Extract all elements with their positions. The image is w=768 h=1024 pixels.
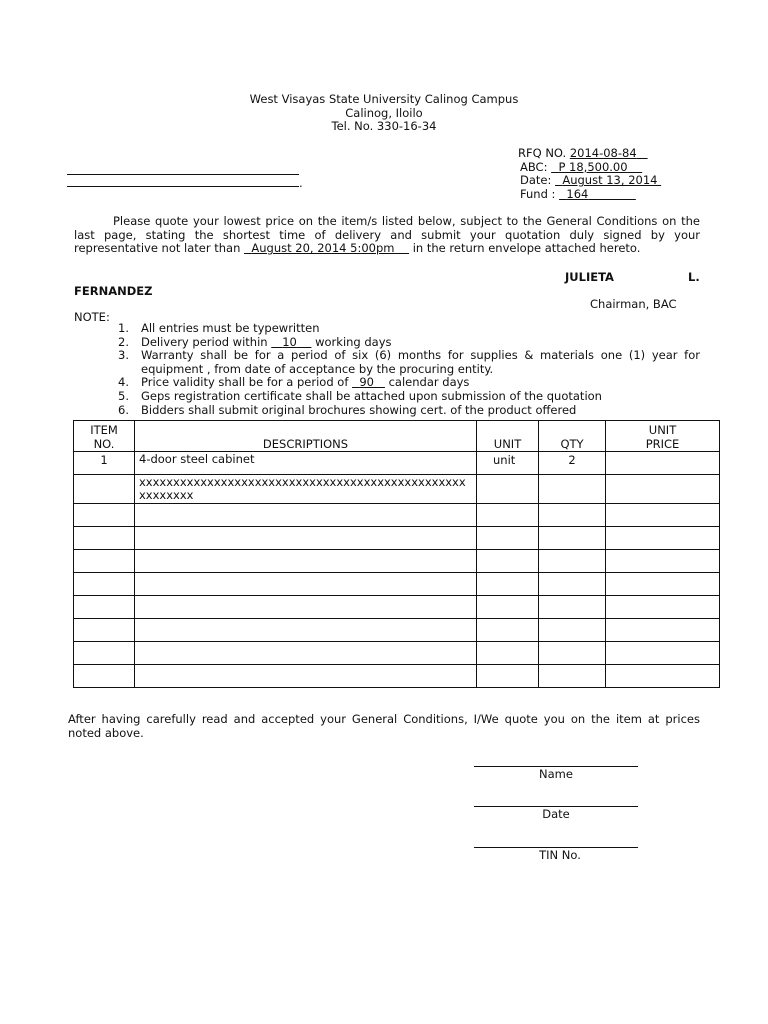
qty-cell — [539, 550, 606, 573]
note-item — [118, 404, 700, 418]
acceptance-statement: After having carefully read and accepted your General Conditions, I/We quote you on the item at prices noted above. — [68, 712, 700, 740]
campus-address: Calinog, Iloilo — [345, 105, 423, 120]
unit-price-cell — [606, 527, 720, 550]
unit-price-cell — [606, 573, 720, 596]
description-cell — [135, 642, 477, 665]
supplier-address-line — [67, 186, 299, 187]
telephone-number: Tel. No. 330-16-34 — [331, 119, 437, 134]
item-no-cell — [74, 550, 135, 573]
note-number: 6. — [118, 402, 129, 417]
unit-cell — [477, 619, 539, 642]
fund-row — [518, 188, 661, 202]
note-item — [118, 322, 700, 336]
unit-cell — [477, 504, 539, 527]
unit-cell — [477, 596, 539, 619]
note-item — [118, 336, 700, 350]
intro-paragraph — [74, 215, 700, 256]
qty-cell: 2 — [539, 452, 606, 475]
unit-price-cell — [606, 642, 720, 665]
table-row — [74, 475, 720, 504]
unit-price-cell — [606, 665, 720, 688]
qty-cell — [539, 619, 606, 642]
table-row — [74, 527, 720, 550]
table-row — [74, 452, 720, 475]
abc-value: P 18,500.00 — [558, 159, 628, 174]
note-text: Price validity shall be for a period of 90 calendar days — [141, 375, 470, 390]
note-label: NOTE: — [74, 310, 110, 324]
tin-signature-block — [474, 847, 671, 862]
table-row — [74, 573, 720, 596]
date-row — [518, 174, 661, 188]
description-cell — [135, 596, 477, 619]
delivery-days-value: 10 — [282, 334, 297, 349]
rfq-block — [518, 147, 661, 201]
rfq-number-label: RFQ NO. — [518, 146, 567, 160]
qty-cell — [539, 642, 606, 665]
header-unit: UNIT — [477, 421, 539, 452]
letterhead — [0, 93, 768, 134]
note-list — [118, 322, 700, 417]
note-text: Delivery period within 10 working days — [141, 334, 392, 349]
supplier-name-line — [67, 174, 299, 175]
description-cell — [135, 527, 477, 550]
table-row — [74, 642, 720, 665]
header-descriptions: DESCRIPTIONS — [135, 421, 477, 452]
note-item — [118, 390, 700, 404]
unit-cell — [477, 573, 539, 596]
description-cell — [135, 573, 477, 596]
unit-cell — [477, 550, 539, 573]
date-field-label: Date — [542, 807, 570, 821]
table-row — [74, 619, 720, 642]
abc-row — [518, 161, 661, 175]
note-item — [118, 349, 700, 376]
item-no-cell — [74, 619, 135, 642]
unit-price-cell — [606, 475, 720, 504]
university-name: West Visayas State University Calinog Campus — [249, 92, 519, 106]
description-cell: xxxxxxxxxxxxxxxxxxxxxxxxxxxxxxxxxxxxxxxxxxxxxxxx xxxxxxxx — [135, 475, 477, 504]
chairman-last-name: FERNANDEZ — [74, 284, 153, 298]
unit-price-cell — [606, 596, 720, 619]
description-cell — [135, 504, 477, 527]
item-no-cell — [74, 504, 135, 527]
item-no-cell — [74, 475, 135, 504]
note-number: 4. — [118, 375, 129, 390]
unit-cell — [477, 527, 539, 550]
name-label: Name — [539, 767, 573, 781]
fund-value: 164 — [566, 186, 589, 201]
header-unit-price: UNIT PRICE — [606, 421, 720, 452]
unit-cell — [477, 642, 539, 665]
note-text: Bidders shall submit original brochures showing cert. of the product offered — [141, 402, 577, 417]
note-item — [118, 376, 700, 390]
qty-cell — [539, 527, 606, 550]
qty-cell — [539, 596, 606, 619]
deadline-value: August 20, 2014 5:00pm — [251, 241, 395, 256]
note-text: All entries must be typewritten — [141, 321, 320, 335]
table-row — [74, 665, 720, 688]
note-number: 1. — [118, 321, 129, 335]
table-row — [74, 596, 720, 619]
address-period: . — [299, 176, 303, 190]
table-row — [74, 550, 720, 573]
description-cell: 4-door steel cabinet — [135, 452, 477, 475]
item-no-cell — [74, 596, 135, 619]
qty-cell — [539, 573, 606, 596]
item-no-cell — [74, 642, 135, 665]
table-row — [74, 504, 720, 527]
price-validity-value: 90 — [359, 375, 374, 390]
header-qty: QTY — [539, 421, 606, 452]
description-cell — [135, 665, 477, 688]
unit-price-cell — [606, 504, 720, 527]
note-number: 2. — [118, 334, 129, 349]
tin-label: TIN No. — [539, 848, 581, 862]
date-value: August 13, 2014 — [562, 173, 658, 188]
chairman-middle-initial: L. — [688, 270, 700, 284]
item-no-cell — [74, 665, 135, 688]
unit-cell — [477, 475, 539, 504]
item-no-cell — [74, 527, 135, 550]
unit-price-cell — [606, 452, 720, 475]
description-cell — [135, 619, 477, 642]
fund-label: Fund : — [520, 186, 556, 201]
qty-cell — [539, 475, 606, 504]
intro-text: Please quote your lowest price on the item/s listed below, subject to the General Conditions on the last page, stating the shortest time of delivery and submit your quotation duly signed by your representative not later than — [74, 214, 700, 256]
unit-price-cell — [606, 619, 720, 642]
table-body — [74, 452, 720, 688]
chairman-title: Chairman, BAC — [590, 297, 677, 311]
qty-cell — [539, 504, 606, 527]
unit-price-cell — [606, 550, 720, 573]
date-label: Date: — [520, 173, 552, 188]
unit-cell — [477, 665, 539, 688]
unit-cell: unit — [477, 452, 539, 475]
rfq-number-value: 2014-08-84 — [569, 146, 637, 160]
header-item-no: ITEM NO. — [74, 421, 135, 452]
description-cell — [135, 550, 477, 573]
table-header-row — [74, 421, 720, 452]
note-text: Warranty shall be for a period of six (6) months for supplies & materials one (1) year for equipment , from date of acceptance by the procuring entity. — [141, 348, 700, 376]
item-no-cell — [74, 573, 135, 596]
abc-label: ABC: — [520, 159, 548, 174]
note-number: 3. — [118, 348, 129, 363]
item-no-cell: 1 — [74, 452, 135, 475]
note-number: 5. — [118, 388, 129, 403]
intro-text-end: in the return envelope attached hereto. — [412, 241, 641, 256]
qty-cell — [539, 665, 606, 688]
name-signature-block — [474, 766, 663, 781]
chairman-first-name: JULIETA — [565, 270, 614, 284]
items-table — [73, 420, 720, 688]
date-signature-block — [474, 806, 663, 821]
note-text: Geps registration certificate shall be attached upon submission of the quotation — [141, 388, 602, 403]
rfq-number-row — [518, 147, 661, 161]
